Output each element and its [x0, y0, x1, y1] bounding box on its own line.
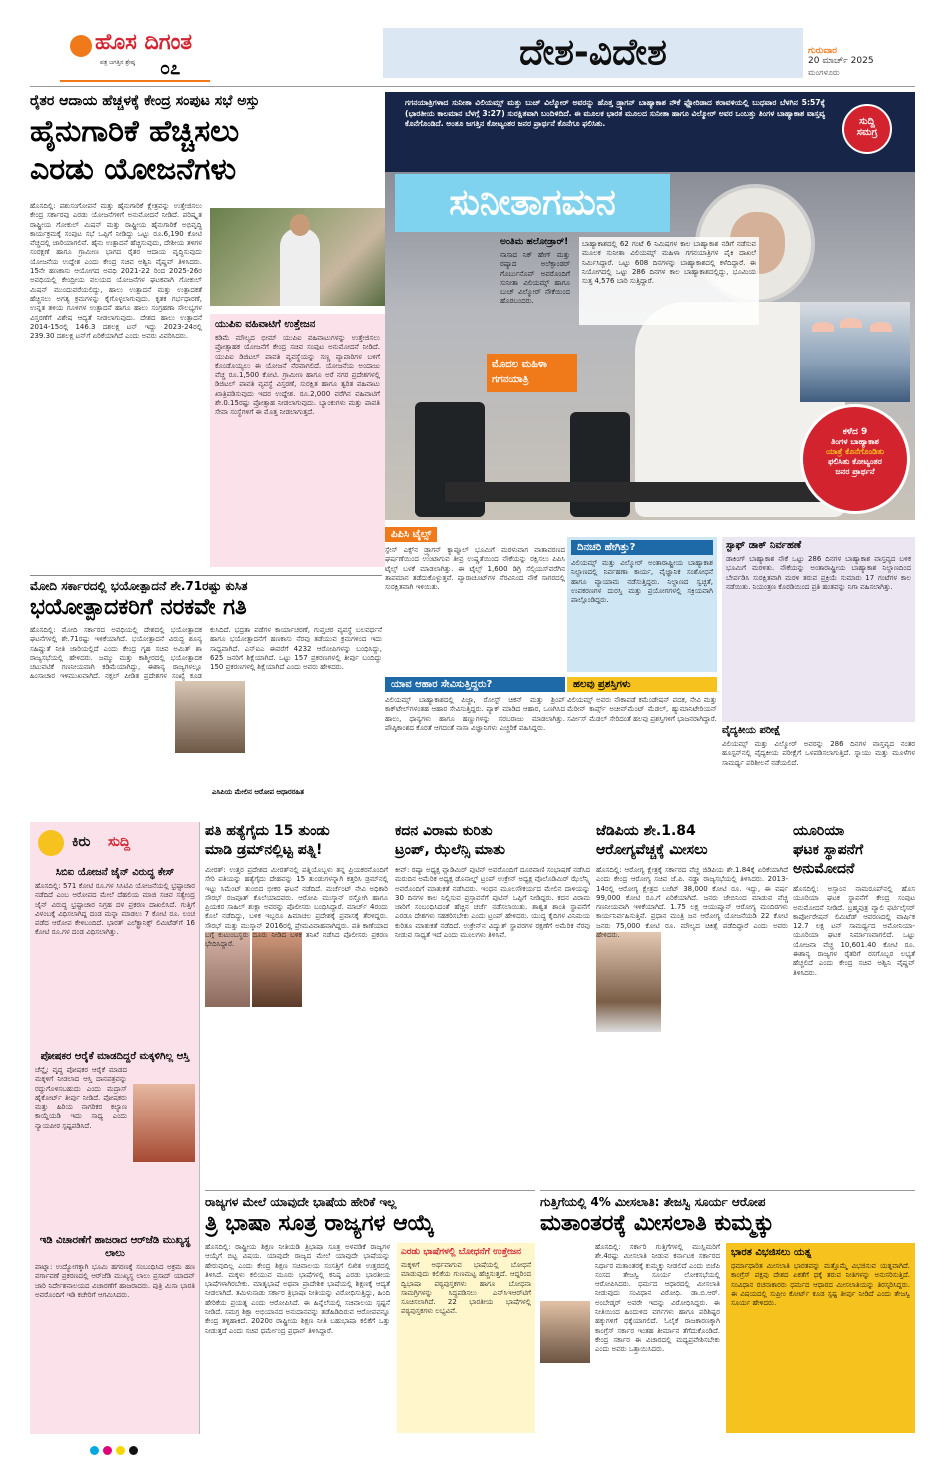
reservation-headline: ಮತಾಂತರಕ್ಕೆ ಮೀಸಲಾತಿ ಕುಮ್ಮಕ್ಕು — [540, 1211, 775, 1236]
health-body: ಹೊಸದಿಲ್ಲಿ: ಆರೋಗ್ಯ ಕ್ಷೇತ್ರಕ್ಕೆ ಸರ್ಕಾರದ ವೆಚ್ಚ ಜಿಡಿಪಿಯ ಶೇ.1.84ಕ್ಕೆ ಏರಿಕೆಯಾಗಿದೆ ಎಂದು ಕೇಂದ್ರ ಆರೋಗ್ಯ ಸಚಿವ ಜೆ.ಪಿ. ನಡ್ಡಾ ರಾಜ್ಯಸಭೆಯಲ್ಲಿ ತಿಳಿಸಿದರು. 2013-14ರಲ್ಲಿ ಆರೋಗ್ಯ ಕ್ಷೇತ್ರದ ಬಜೆಟ್ 38,000 ಕೋಟಿ ರೂ. ಇದ್ದು, ಈ ವರ್ಷ 99,000 ಕೋಟಿ ರೂ.ಗೆ ಏರಿಕೆಯಾಗಿದೆ. ಜನರು ಜೇಬಿನಿಂದ ಮಾಡುವ ವೆಚ್ಚ ಗಣನೀಯವಾಗಿ ಇಳಿಕೆಯಾಗಿದೆ. 1.75 ಲಕ್ಷ ಆಯುಷ್ಮಾನ್ ಆರೋಗ್ಯ ಮಂದಿರಗಳು ಕಾರ್ಯನಿರ್ವಹಿಸುತ್ತಿವೆ. ಪ್ರಧಾನ ಮಂತ್ರಿ ಜನ ಆರೋಗ್ಯ ಯೋಜನೆಯಡಿ 22 ಕೋಟಿ ಜನರು 75,000 ಕೋಟಿ ರೂ. ಮೌಲ್ಯದ ಚಿಕಿತ್ಸೆ ಪಡೆದಿದ್ದಾರೆ ಎಂದು ಅವರು ಹೇಳಿದರು. — [596, 866, 788, 940]
divide-body: ಧರ್ಮಾಧಾರಿತ ಮೀಸಲಾತಿ ಭಾರತವನ್ನು ಮತ್ತೊಮ್ಮೆ ವಿಭಜಿಸುವ ಯತ್ನವಾಗಿದೆ. ಕಾಂಗ್ರೆಸ್ ಪಕ್ಷವು ದೇಶದ ಏಕತೆಗೆ ಧಕ್ಕೆ ತರುವ ನೀತಿಗಳನ್ನು ಅನುಸರಿಸುತ್ತಿದೆ. ಸಂವಿಧಾನ ರಚನಾಕಾರರು ಧರ್ಮದ ಆಧಾರದ ಮೀಸಲಾತಿಯನ್ನು ತಿರಸ್ಕರಿಸಿದ್ದರು. ಈ ವಿಷಯದಲ್ಲಿ ಸುಪ್ರೀಂ ಕೋರ್ಟ್ ಕೂಡ ಸ್ಪಷ್ಟ ತೀರ್ಪು ನೀಡಿದೆ ಎಂದು ತೇಜಸ್ವಿ ಸೂರ್ಯ ಹೇಳಿದರು. — [731, 1262, 910, 1308]
logo-underline — [60, 80, 210, 82]
terror-headline: ಭಯೋತ್ಪಾದಕರಿಗೆ ನರಕವೇ ಗತಿ — [30, 595, 247, 620]
sudi-badge — [842, 104, 892, 154]
tejasvi-photo — [540, 1301, 590, 1363]
cbi-body: ಹೊಸದಿಲ್ಲಿ: 571 ಕೋಟಿ ರೂ.ಗಳ ಸಿಸಿಟಿವಿ ಯೋಜನೆಯಲ್ಲಿ ಭ್ರಷ್ಟಾಚಾರ ನಡೆದಿದೆ ಎಂಬ ಆರೋಪದ ಮೇಲೆ ದೆಹಲಿಯ ಮಾಜಿ ಸಚಿವ ಸತ್ಯೇಂದ್ರ ಜೈನ್ ವಿರುದ್ಧ ಭ್ರಷ್ಟಾಚಾರ ನಿಗ್ರಹ ದಳ ಪ್ರಕರಣ ದಾಖಲಿಸಿದೆ. ಗುತ್ತಿಗೆ ವಿಳಂಬಕ್ಕೆ ವಿಧಿಸಲಾಗಿದ್ದ ದಂಡ ಮನ್ನಾ ಮಾಡಲು 7 ಕೋಟಿ ರೂ. ಲಂಚ ಪಡೆದ ಆರೋಪ ಕೇಳಿಬಂದಿದೆ. ಭಾರತ್ ಎಲೆಕ್ಟ್ರಾನಿಕ್ಸ್ ಲಿಮಿಟೆಡ್‌ಗೆ 16 ಕೋಟಿ ರೂ.ಗಳ ದಂಡ ವಿಧಿಸಲಾಗಿತ್ತು. — [35, 882, 195, 937]
routine-title: ದಿನಚರಿ ಹೇಗಿತ್ತು? — [571, 540, 713, 555]
food-box — [385, 677, 565, 817]
cbi-item — [35, 866, 195, 1012]
medical-body: ವಿಲಿಯಮ್ಸ್ ಮತ್ತು ವಿಲ್ಮೋರ್ ಅವರನ್ನು 286 ದಿನಗಳ ವಾಸ್ತವ್ಯದ ನಂತರ ಹೂಸ್ಟನ್‌ನಲ್ಲಿ ವೈದ್ಯಕೀಯ ಪರೀಕ್ಷೆಗೆ ಒಳಪಡಿಸಲಾಗುತ್ತಿದೆ. ಸ್ನಾಯು ಮತ್ತು ಮೂಳೆಗಳ ಸಾಮರ್ಥ್ಯ ಪರಿಶೀಲನೆ ನಡೆಯಲಿದೆ. — [722, 740, 915, 767]
divide-title: ಭಾರತ ವಿಭಜಿಸಲು ಯತ್ನ — [731, 1247, 812, 1258]
minister-figure — [280, 228, 320, 306]
nine-month-l4: ಫಲಿಸಿತು ಕೋಟ್ಯಂತರ — [828, 457, 882, 466]
language-story — [205, 1190, 535, 1435]
court-photo — [133, 1084, 195, 1162]
suddi-label: ಸುದ್ದಿ — [108, 834, 131, 850]
urea-story — [793, 822, 915, 1187]
ppc-tiles-title: ಪಿಪಿಸಿ ಟೈಲ್ಸ್ — [385, 527, 437, 542]
logo-block — [30, 30, 195, 82]
ed-body: ಪಾಟ್ನಾ: ಉದ್ಯೋಗಕ್ಕಾಗಿ ಭೂಮಿ ಹಗರಣಕ್ಕೆ ಸಂಬಂಧಿಸಿದ ಅಕ್ರಮ ಹಣ ವರ್ಗಾವಣೆ ಪ್ರಕರಣದಲ್ಲಿ ಆರ್‌ಜೆಡಿ ಮುಖ್ಯಸ್ಥ ಲಾಲು ಪ್ರಸಾದ್ ಯಾದವ್ ಜಾರಿ ನಿರ್ದೇಶನಾಲಯದ ವಿಚಾರಣೆಗೆ ಹಾಜರಾದರು. ಪುತ್ರಿ ಮಿಸಾ ಭಾರತಿ ಅವರೊಂದಿಗೆ ಇಡಿ ಕಚೇರಿಗೆ ಆಗಮಿಸಿದರು. — [35, 1263, 195, 1299]
meerut-title-1: ಪತಿ ಹತ್ಯೆಗೈದು 15 ತುಂಡು — [205, 823, 330, 839]
kiru-label: ಕಿರು — [72, 834, 91, 850]
undock-body: ಡಾಕಿಂಗ್ ಬಾಹ್ಯಾಕಾಶ ನೌಕೆ ಒಟ್ಟು 286 ದಿನಗಳ ಬಾಹ್ಯಾಕಾಶ ವಾಸ್ತವ್ಯದ ಬಳಿಕ ಭೂಮಿಗೆ ಮರಳಿತು. ನೌಕೆಯನ್ನು ಅಂತಾರಾಷ್ಟ್ರೀಯ ಬಾಹ್ಯಾಕಾಶ ನಿಲ್ದಾಣದಿಂದ ಬೇರ್ಪಡಿಸಿ ಸುರಕ್ಷಿತವಾಗಿ ಮರಳಿ ತರುವ ಪ್ರಕ್ರಿಯೆ ಸುಮಾರು 17 ಗಂಟೆಗಳ ಕಾಲ ನಡೆಯಿತು. ನಿಯಂತ್ರಣ ಕೊಠಡಿಯಿಂದ ಪ್ರತಿ ಹಂತವನ್ನು ನಿಗಾ ವಹಿಸಲಾಗಿತ್ತು. — [726, 555, 911, 591]
upi-box — [210, 314, 385, 567]
parachute-3 — [870, 322, 892, 332]
last-greeting-body: ನಾಸಾದ ನಿಕ್ ಹೇಗ್ ಮತ್ತು ರಷ್ಯಾದ ಅಲೆಕ್ಸಾಂಡರ್ ಗೊರ್ಬುನೊವ್ ಅವರೊಂದಿಗೆ ಸುನೀತಾ ವಿಲಿಯಮ್ಸ್ ಹಾಗೂ ಬುಚ್ ವಿಲ್ಮೋರ್ ನೌಕೆಯಿಂದ ಹೊರಬಂದರು. — [500, 251, 570, 306]
ppc-tiles-box — [385, 522, 565, 677]
lead-headline-2: ಎರಡು ಯೋಜನೆಗಳು — [30, 152, 237, 187]
ceasefire-story — [395, 822, 590, 1187]
lead-photo — [210, 208, 385, 306]
terror-body: ಹೊಸದಿಲ್ಲಿ: ಮೋದಿ ಸರ್ಕಾರದ ಅವಧಿಯಲ್ಲಿ ದೇಶದಲ್ಲಿ ಭಯೋತ್ಪಾದಕ ಘಟನೆಗಳಲ್ಲಿ ಶೇ.71ರಷ್ಟು ಇಳಿಕೆಯಾಗಿದೆ. ಭಯೋತ್ಪಾದನೆ ವಿರುದ್ಧ ಶೂನ್ಯ ಸಹಿಷ್ಣುತೆ ನೀತಿ ಜಾರಿಯಲ್ಲಿದೆ ಎಂದು ಕೇಂದ್ರ ಗೃಹ ಸಚಿವ ಅಮಿತ್ ಶಾ ರಾಜ್ಯಸಭೆಯಲ್ಲಿ ಹೇಳಿದರು. ಜಮ್ಮು ಮತ್ತು ಕಾಶ್ಮೀರದಲ್ಲಿ ಭಯೋತ್ಪಾದಕ ಚಟುವಟಿಕೆ ಗಣನೀಯವಾಗಿ ಕಡಿಮೆಯಾಗಿದ್ದು, ಈಶಾನ್ಯ ರಾಜ್ಯಗಳಲ್ಲೂ ಹಿಂಸಾಚಾರ ಇಳಿಮುಖವಾಗಿದೆ. ನಕ್ಸಲ್ ಪೀಡಿತ ಪ್ರದೇಶಗಳ ಸಂಖ್ಯೆ ಕೂಡ ಕುಸಿದಿದೆ. ಭದ್ರತಾ ಪಡೆಗಳ ಕಾರ್ಯಾಚರಣೆ, ಗುಪ್ತಚರ ವ್ಯವಸ್ಥೆ ಬಲವರ್ಧನೆ ಹಾಗೂ ಭಯೋತ್ಪಾದನೆಗೆ ಹಣಕಾಸು ನೆರವು ತಡೆಯುವ ಕ್ರಮಗಳಿಂದ ಇದು ಸಾಧ್ಯವಾಗಿದೆ. ಎನ್‌ಐಎ ಈವರೆಗೆ 4232 ಆರೋಪಿಗಳನ್ನು ಬಂಧಿಸಿದ್ದು, 625 ಜನರಿಗೆ ಶಿಕ್ಷೆಯಾಗಿದೆ. ಒಟ್ಟು 157 ಪ್ರಕರಣಗಳಲ್ಲಿ ತೀರ್ಪು ಬಂದಿದ್ದು 150 ಪ್ರಕರಣಗಳಲ್ಲಿ ಶಿಕ್ಷೆಯಾಗಿದೆ ಎಂದು ಅವರು ಹೇಳಿದರು. — [30, 626, 382, 681]
urea-title-2: ಘಟಕ ಸ್ಥಾಪನೆಗೆ — [793, 842, 864, 858]
gurney — [445, 482, 845, 502]
parents-item — [35, 1050, 195, 1196]
sunita-main-text: ಬಾಹ್ಯಾಕಾಶದಲ್ಲಿ 62 ಗಂಟೆ 6 ನಿಮಿಷಗಳ ಕಾಲ ಬಾಹ್ಯಾಕಾಶ ನಡಿಗೆ ನಡೆಸುವ ಮೂಲಕ ಸುನೀತಾ ವಿಲಿಯಮ್ಸ್ ಮಹಿಳಾ ಗಗನಯಾತ್ರಿಗಳ ಪೈಕಿ ದಾಖಲೆ ನಿರ್ಮಿಸಿದ್ದಾರೆ. ಒಟ್ಟು 608 ದಿನಗಳನ್ನು ಬಾಹ್ಯಾಕಾಶದಲ್ಲಿ ಕಳೆದಿದ್ದಾರೆ. ಈ ನಿಯೋಗದಲ್ಲಿ ಒಟ್ಟು 286 ದಿನಗಳ ಕಾಲ ಬಾಹ್ಯಾಕಾಶದಲ್ಲಿದ್ದು, ಭೂಮಿಯ ಸುತ್ತ 4,576 ಬಾರಿ ಸುತ್ತಿದ್ದಾರೆ. — [582, 240, 756, 286]
edition-city: ಮಂಗಳೂರು — [808, 68, 840, 77]
last-greeting-box — [500, 237, 570, 351]
upi-box-body: ಕಡಿಮೆ ಮೌಲ್ಯದ ಭೀಮ್ ಯುಪಿಐ ವಹಿವಾಟುಗಳನ್ನು ಉತ್ತೇಜಿಸಲು ಪ್ರೋತ್ಸಾಹಕ ಯೋಜನೆಗೆ ಕೇಂದ್ರ ಸಚಿವ ಸಂಪುಟ ಅನುಮೋದನೆ ನೀಡಿದೆ. ಯುಪಿಐ ಡಿಜಿಟಲ್ ಪಾವತಿ ವ್ಯವಸ್ಥೆಯನ್ನು ಸಣ್ಣ ವ್ಯಾಪಾರಿಗಳ ಬಳಿಗೆ ಕೊಂಡೊಯ್ಯಲು ಈ ಯೋಜನೆ ನೆರವಾಗಲಿದೆ. ಯೋಜನೆಯ ಅಂದಾಜು ವೆಚ್ಚ ರೂ.1,500 ಕೋಟಿ. ಗ್ರಾಮೀಣ ಹಾಗೂ ಅರೆ ನಗರ ಪ್ರದೇಶಗಳಲ್ಲಿ ಡಿಜಿಟಲ್ ಪಾವತಿ ವ್ಯವಸ್ಥೆ ವಿಸ್ತರಣೆ, ಸುರಕ್ಷಿತ ಹಾಗೂ ತ್ವರಿತ ವಹಿವಾಟು ಖಾತ್ರಿಪಡಿಸುವುದು ಇದರ ಉದ್ದೇಶ. ರೂ.2,000 ವರೆಗಿನ ವಹಿವಾಟಿಗೆ ಶೇ.0.15ರಷ್ಟು ಪ್ರೋತ್ಸಾಹ ನೀಡಲಾಗುವುದು. ಬ್ಯಾಂಕುಗಳು ಮತ್ತು ಪಾವತಿ ಸೇವಾ ಸಂಸ್ಥೆಗಳಿಗೆ ಈ ಮೊತ್ತ ನೀಡಲಾಗುತ್ತದೆ. — [215, 334, 380, 417]
meerut-body: ಮೀರತ್: ಉತ್ತರ ಪ್ರದೇಶದ ಮೀರತ್‌ನಲ್ಲಿ ಪತ್ನಿಯೊಬ್ಬಳು ತನ್ನ ಪ್ರಿಯಕರನೊಂದಿಗೆ ಸೇರಿ ಪತಿಯನ್ನು ಹತ್ಯೆಗೈದು ದೇಹವನ್ನು 15 ತುಂಡುಗಳನ್ನಾಗಿ ಕತ್ತರಿಸಿ ಡ್ರಮ್‌ನಲ್ಲಿ ಇಟ್ಟು ಸಿಮೆಂಟ್ ತುಂಬಿದ ಭೀಕರ ಘಟನೆ ನಡೆದಿದೆ. ಮರ್ಚೆಂಟ್ ನೇವಿ ಅಧಿಕಾರಿ ಸೌರಭ್ ರಜಪೂತ್ ಕೊಲೆಯಾದವರು. ಆರೋಪಿ ಮುಸ್ಕಾನ್ ರಸ್ತೋಗಿ ಹಾಗೂ ಪ್ರಿಯಕರ ಸಾಹಿಲ್ ಶುಕ್ಲಾ ಅವರನ್ನು ಪೊಲೀಸರು ಬಂಧಿಸಿದ್ದಾರೆ. ಮಾರ್ಚ್ 4ರಂದು ಕೊಲೆ ನಡೆದಿದ್ದು, ಬಳಿಕ ಇಬ್ಬರೂ ಹಿಮಾಚಲ ಪ್ರದೇಶಕ್ಕೆ ಪ್ರವಾಸಕ್ಕೆ ತೆರಳಿದ್ದರು. ಸೌರಭ್ ಮತ್ತು ಮುಸ್ಕಾನ್ 2016ರಲ್ಲಿ ಪ್ರೇಮವಿವಾಹವಾಗಿದ್ದರು. ಪತಿ ಕಾಣೆಯಾದ ಬಗ್ಗೆ ಕುಟುಂಬಸ್ಥರು ದೂರು ನೀಡಿದ ಬಳಿಕ ತನಿಖೆ ನಡೆಸಿದ ಪೊಲೀಸರು ಪ್ರಕರಣ ಭೇದಿಸಿದ್ದಾರೆ. — [205, 866, 388, 949]
nine-month-badge — [800, 404, 910, 514]
medical-box — [722, 725, 915, 817]
sunita-feature — [385, 92, 915, 520]
nine-month-l3: ಯಾತ್ರೆ ಕೊನೆಗೊಂಡಿತು — [826, 447, 884, 456]
page-number: ೦೭ — [160, 58, 181, 79]
kiru-header — [38, 828, 188, 860]
hand-icon — [38, 830, 64, 856]
date-full: 20 ಮಾರ್ಚ್ 2025 — [808, 56, 874, 66]
section-title: ದೇಶ-ವಿದೇಶ — [519, 32, 667, 73]
masthead-divider — [30, 86, 915, 87]
terror-kicker: ಮೋದಿ ಸರ್ಕಾರದಲ್ಲಿ ಭಯೋತ್ಪಾದನೆ ಶೇ.71ರಷ್ಟು ಕುಸಿತ — [30, 579, 248, 593]
cbi-title: ಸಿಬಿಐ ಯೋಜನೆ ಜೈನ್ ವಿರುದ್ಧ ಕೇಸ್ — [55, 867, 175, 878]
sunita-title: ಸುನೀತಾಗಮನ — [449, 182, 616, 223]
ceasefire-title-2: ಟ್ರಂಪ್, ಝೆಲೆನ್ಸಿ ಮಾತು — [395, 842, 505, 858]
minister-head — [290, 214, 310, 236]
ceasefire-body: ಕೀವ್: ರಷ್ಯಾ ಅಧ್ಯಕ್ಷ ವ್ಲಾಡಿಮಿರ್ ಪುಟಿನ್ ಅವರೊಂದಿಗೆ ದೂರವಾಣಿ ಸಂಭಾಷಣೆ ನಡೆಸಿದ ಮರುದಿನ ಅಮೆರಿಕ ಅಧ್ಯಕ್ಷ ಡೊನಾಲ್ಡ್ ಟ್ರಂಪ್ ಉಕ್ರೇನ್ ಅಧ್ಯಕ್ಷ ವೊಲೊಡಿಮಿರ್ ಝೆಲೆನ್ಸ್ಕಿ ಅವರೊಂದಿಗೆ ಮಾತುಕತೆ ನಡೆಸಿದರು. ಇಂಧನ ಮೂಲಸೌಕರ್ಯದ ಮೇಲಿನ ದಾಳಿಯನ್ನು 30 ದಿನಗಳ ಕಾಲ ನಿಲ್ಲಿಸುವ ಪ್ರಸ್ತಾವನೆಗೆ ಪುಟಿನ್ ಒಪ್ಪಿಗೆ ನೀಡಿದ್ದರು. ಕದನ ವಿರಾಮ ಜಾರಿಗೆ ಸಂಬಂಧಿಸಿದಂತೆ ಹೆಚ್ಚಿನ ಚರ್ಚೆ ನಡೆಸಲಾಯಿತು. ಶಾಶ್ವತ ಶಾಂತಿ ಸ್ಥಾಪನೆಗೆ ಎರಡೂ ದೇಶಗಳು ಸಹಕರಿಸಬೇಕು ಎಂದು ಟ್ರಂಪ್ ಹೇಳಿದರು. ಯುದ್ಧ ಕೈದಿಗಳ ವಿನಿಮಯ ಕುರಿತೂ ಮಾತುಕತೆ ನಡೆದಿದೆ. ಉಕ್ರೇನ್‌ನ ವಿದ್ಯುತ್ ಸ್ಥಾವರಗಳ ರಕ್ಷಣೆಗೆ ಅಮೆರಿಕ ನೆರವು ನೀಡುವ ಸಾಧ್ಯತೆ ಇದೆ ಎಂದು ಮೂಲಗಳು ತಿಳಿಸಿವೆ. — [395, 866, 590, 940]
reg-dot-black — [129, 1446, 138, 1455]
newspaper-logo: ಹೊಸ ದಿಗಂತ — [95, 30, 193, 55]
kiru-suddi-column — [30, 822, 200, 1434]
nine-month-l5: ಜನರ ಪ್ರಾರ್ಥನೆ — [835, 467, 875, 476]
undock-box — [722, 537, 915, 722]
sudi-badge-line2: ಸಮಗ್ರ — [856, 127, 878, 138]
awards-title: ಹಲವು ಪ್ರಶಸ್ತಿಗಳು — [567, 677, 717, 692]
lead-story — [30, 92, 385, 570]
ppc-tiles-body: ಸ್ಪೇಸ್ ಎಕ್ಸ್‌ನ ಡ್ರ್ಯಾಗನ್ ಕ್ಯಾಪ್ಸೂಲ್ ಭೂಮಿಗೆ ಮರಳುವಾಗ ವಾತಾವರಣದ ಘರ್ಷಣೆಯಿಂದ ಉಂಟಾಗುವ ತೀವ್ರ ಉಷ್ಣತೆಯಿಂದ ನೌಕೆಯನ್ನು ರಕ್ಷಿಸಲು ಪಿಪಿಸಿ ಟೈಲ್ಸ್ ಬಳಕೆ ಮಾಡಲಾಗಿತ್ತು. ಈ ಟೈಲ್ಸ್ 1,600 ಡಿಗ್ರಿ ಸೆಲ್ಸಿಯಸ್‌ವರೆಗಿನ ತಾಪಮಾನ ತಡೆದುಕೊಳ್ಳುತ್ತವೆ. ಪ್ಯಾರಾಚೂಟ್‌ಗಳ ನೆರವಿನಿಂದ ನೌಕೆ ಸಾಗರದಲ್ಲಿ ಸುರಕ್ಷಿತವಾಗಿ ಇಳಿಯಿತು. — [385, 546, 565, 592]
reservation-body: ಹೊಸದಿಲ್ಲಿ: ಸರ್ಕಾರಿ ಗುತ್ತಿಗೆಗಳಲ್ಲಿ ಮುಸ್ಲಿಮರಿಗೆ ಶೇ.4ರಷ್ಟು ಮೀಸಲಾತಿ ನೀಡುವ ಕರ್ನಾಟಕ ಸರ್ಕಾರದ ನಿರ್ಧಾರ ಮತಾಂತರಕ್ಕೆ ಕುಮ್ಮಕ್ಕು ನೀಡಲಿದೆ ಎಂದು ಬಿಜೆಪಿ ಸಂಸದ ತೇಜಸ್ವಿ ಸೂರ್ಯ ಲೋಕಸಭೆಯಲ್ಲಿ ಆರೋಪಿಸಿದರು. ಧರ್ಮದ ಆಧಾರದಲ್ಲಿ ಮೀಸಲಾತಿ ನೀಡುವುದು ಸಂವಿಧಾನ ವಿರೋಧಿ. ಡಾ.ಬಿ.ಆರ್. ಅಂಬೇಡ್ಕರ್ ಅವರೇ ಇದನ್ನು ವಿರೋಧಿಸಿದ್ದರು. ಈ ನೀತಿಯಿಂದ ಹಿಂದುಳಿದ ವರ್ಗಗಳು ಹಾಗೂ ಪರಿಶಿಷ್ಟರ ಹಕ್ಕುಗಳಿಗೆ ಧಕ್ಕೆಯಾಗಲಿದೆ. ಓಲೈಕೆ ರಾಜಕಾರಣಕ್ಕಾಗಿ ಕಾಂಗ್ರೆಸ್ ಸರ್ಕಾರ ಇಂತಹ ತೀರ್ಮಾನ ತೆಗೆದುಕೊಂಡಿದೆ. ಕೇಂದ್ರ ಸರ್ಕಾರ ಈ ವಿಚಾರದಲ್ಲಿ ಮಧ್ಯಪ್ರವೇಶಿಸಬೇಕು ಎಂದು ಅವರು ಒತ್ತಾಯಿಸಿದರು. — [595, 1243, 720, 1354]
parachute-2 — [840, 318, 862, 328]
newspaper-tagline: ಪತ್ರ ಜಗತ್ತಿನ ಶ್ರೇಷ್ಠ — [100, 59, 135, 66]
date-day: ಗುರುವಾರ — [808, 46, 838, 56]
lead-headline-1: ಹೈನುಗಾರಿಕೆ ಹೆಚ್ಚಿಸಲು — [30, 114, 240, 149]
nine-month-l1: ಕಳೆದ 9 — [842, 427, 868, 437]
ed-title: ಇಡಿ ವಿಚಾರಣೆಗೆ ಹಾಜರಾದ ಆರ್‌ಜೆಡಿ ಮುಖ್ಯಸ್ಥ ಲಾಲು — [39, 1235, 191, 1259]
language-kicker: ರಾಜ್ಯಗಳ ಮೇಲೆ ಯಾವುದೇ ಭಾಷೆಯ ಹೇರಿಕೆ ಇಲ್ಲ — [205, 1195, 397, 1209]
language-body: ಹೊಸದಿಲ್ಲಿ: ರಾಷ್ಟ್ರೀಯ ಶಿಕ್ಷಣ ನೀತಿಯಡಿ ತ್ರಿಭಾಷಾ ಸೂತ್ರ ಅಳವಡಿಕೆ ರಾಜ್ಯಗಳ ಆಯ್ಕೆಗೆ ಬಿಟ್ಟ ವಿಷಯ. ಯಾವುದೇ ರಾಜ್ಯದ ಮೇಲೆ ಯಾವುದೇ ಭಾಷೆಯನ್ನು ಹೇರುವುದಿಲ್ಲ ಎಂದು ಕೇಂದ್ರ ಶಿಕ್ಷಣ ಸಚಿವಾಲಯ ಸಂಸತ್ತಿಗೆ ಲಿಖಿತ ಉತ್ತರದಲ್ಲಿ ತಿಳಿಸಿದೆ. ಮಕ್ಕಳು ಕಲಿಯುವ ಮೂರು ಭಾಷೆಗಳಲ್ಲಿ ಕನಿಷ್ಠ ಎರಡು ಭಾರತೀಯ ಭಾಷೆಗಳಾಗಿರಬೇಕು. ಮಾತೃಭಾಷೆ ಅಥವಾ ಪ್ರಾದೇಶಿಕ ಭಾಷೆಯಲ್ಲಿ ಶಿಕ್ಷಣಕ್ಕೆ ಆದ್ಯತೆ ನೀಡಲಾಗಿದೆ. ತಮಿಳುನಾಡು ಸರ್ಕಾರ ತ್ರಿಭಾಷಾ ನೀತಿಯನ್ನು ವಿರೋಧಿಸುತ್ತಿದ್ದು, ಹಿಂದಿ ಹೇರಿಕೆಯ ಪ್ರಯತ್ನ ಎಂದು ಆರೋಪಿಸಿದೆ. ಈ ಹಿನ್ನೆಲೆಯಲ್ಲಿ ಸಚಿವಾಲಯ ಸ್ಪಷ್ಟನೆ ನೀಡಿದೆ. ಸಮಗ್ರ ಶಿಕ್ಷಾ ಅಭಿಯಾನದ ಅನುದಾನವನ್ನು ತಡೆಹಿಡಿದಿರುವ ಆರೋಪವನ್ನೂ ಕೇಂದ್ರ ತಳ್ಳಿಹಾಕಿದೆ. 2020ರ ರಾಷ್ಟ್ರೀಯ ಶಿಕ್ಷಣ ನೀತಿ ಬಹುಭಾಷಾ ಕಲಿಕೆಗೆ ಒತ್ತು ನೀಡುತ್ತದೆ ಎಂದು ಸಚಿವ ಧರ್ಮೇಂದ್ರ ಪ್ರಧಾನ್ ತಿಳಿಸಿದ್ದಾರೆ. — [205, 1243, 390, 1335]
routine-box — [567, 537, 717, 672]
parents-title: ಪೋಷಕರ ಆರೈಕೆ ಮಾಡದಿದ್ದರೆ ಮಕ್ಕಳಿಗಿಲ್ಲ ಆಸ್ತಿ — [40, 1051, 190, 1062]
splashdown-inset-photo — [800, 302, 910, 402]
sunita-main-text-box — [579, 237, 759, 325]
bilingual-box — [397, 1243, 535, 1433]
masthead — [0, 0, 945, 88]
health-story — [596, 822, 788, 1187]
lead-body-col1: ಹೊಸದಿಲ್ಲಿ: ಪಶುಸಂಗೋಪನೆ ಮತ್ತು ಹೈನುಗಾರಿಕೆ ಕ್ಷೇತ್ರವನ್ನು ಉತ್ತೇಜಿಸಲು ಕೇಂದ್ರ ಸರ್ಕಾರವು ಎರಡು ಯೋಜನೆಗಳಿಗೆ ಅನುಮೋದನೆ ನೀಡಿದೆ. ಪರಿಷ್ಕೃತ ರಾಷ್ಟ್ರೀಯ ಗೋಕುಲ್ ಮಿಷನ್ ಮತ್ತು ರಾಷ್ಟ್ರೀಯ ಹೈನುಗಾರಿಕೆ ಅಭಿವೃದ್ಧಿ ಕಾರ್ಯಕ್ರಮಕ್ಕೆ ಸಂಪುಟ ಸಭೆ ಒಪ್ಪಿಗೆ ನೀಡಿದ್ದು ಒಟ್ಟು ರೂ.6,190 ಕೋಟಿ ವೆಚ್ಚದಲ್ಲಿ ಜಾರಿಯಾಗಲಿವೆ. ಹೈನು ಉತ್ಪಾದನೆ ಹೆಚ್ಚಿಸುವುದು, ದೇಶೀಯ ತಳಿಗಳ ಸಂರಕ್ಷಣೆ ಹಾಗೂ ಗ್ರಾಮೀಣ ಭಾಗದ ರೈತರ ಆದಾಯ ವೃದ್ಧಿಸುವುದು ಯೋಜನೆಯ ಉದ್ದೇಶ ಎಂದು ಕೇಂದ್ರ ಸಚಿವ ಅಶ್ವಿನಿ ವೈಷ್ಣವ್ ತಿಳಿಸಿದರು. 15ನೇ ಹಣಕಾಸು ಆಯೋಗದ ಅವಧಿ 2021-22 ರಿಂದ 2025-26ರ ಅವಧಿಯಲ್ಲಿ ಕೇಂದ್ರೀಯ ವಲಯದ ಯೋಜನೆಗಳ ಘಟಕವಾಗಿ ಗೋಕುಲ್ ಮಿಷನ್ ಮುಂದುವರೆಯಲಿದ್ದು, ಹಾಲು ಉತ್ಪಾದನೆ ಮತ್ತು ಉತ್ಪಾದಕತೆ ಹೆಚ್ಚಿಸಲು ಅಗತ್ಯ ಕ್ರಮಗಳನ್ನು ಕೈಗೊಳ್ಳಲಾಗುವುದು. ಕೃತಕ ಗರ್ಭಧಾರಣೆ, ಉನ್ನತ ತಳಿಯ ಗೂಳಿಗಳ ಉತ್ಪಾದನೆ ಹಾಗೂ ಹಾಲು ಸಂಗ್ರಹಣಾ ಸೌಲಭ್ಯಗಳ ವಿಸ್ತರಣೆಗೆ ವಿಶೇಷ ಆದ್ಯತೆ ನೀಡಲಾಗುವುದು. ದೇಶದ ಹಾಲು ಉತ್ಪಾದನೆ 2014-15ರಲ್ಲಿ 146.3 ದಶಲಕ್ಷ ಟನ್ ಇದ್ದು 2023-24ರಲ್ಲಿ 239.30 ದಶಲಕ್ಷ ಟನ್‌ಗೆ ಏರಿಕೆಯಾಗಿದೆ ಎಂದು ಅವರು ವಿವರಿಸಿದರು. — [30, 202, 202, 341]
urea-title-3: ಅನುಮೋದನೆ — [793, 861, 855, 877]
bilingual-body: ಮಕ್ಕಳಿಗೆ ಅರ್ಥವಾಗುವ ಭಾಷೆಯಲ್ಲಿ ಬೋಧನೆ ಮಾಡುವುದು ಕಲಿಕೆಯ ಗುಣಮಟ್ಟ ಹೆಚ್ಚಿಸುತ್ತದೆ. ಆದ್ದರಿಂದ ದ್ವಿಭಾಷಾ ಪಠ್ಯಪುಸ್ತಕಗಳು ಹಾಗೂ ಬೋಧನಾ ಸಾಮಗ್ರಿಗಳನ್ನು ಸಿದ್ಧಪಡಿಸಲು ಎನ್‌ಸಿಇಆರ್‌ಟಿಗೆ ಸೂಚಿಸಲಾಗಿದೆ. 22 ಭಾರತೀಯ ಭಾಷೆಗಳಲ್ಲಿ ಪಠ್ಯಪುಸ್ತಕಗಳು ಲಭ್ಯವಿವೆ. — [401, 1261, 531, 1316]
awards-body: ವಿಲಿಯಮ್ಸ್ ಅವರು ನೌಕಾಪಡೆ ಕಮೆಂಡೇಷನ್ ಪದಕ, ನೇವಿ ಮತ್ತು ಮೆರೀನ್ ಕಾರ್ಪ್ಸ್ ಅಚೀವ್‌ಮೆಂಟ್ ಮೆಡಲ್, ಹ್ಯುಮಾನಿಟೇರಿಯನ್ ಸರ್ವೀಸ್ ಮೆಡಲ್ ಸೇರಿದಂತೆ ಹಲವು ಪ್ರಶಸ್ತಿಗಳಿಗೆ ಭಾಜನರಾಗಿದ್ದಾರೆ. — [567, 696, 717, 723]
terror-story — [30, 575, 382, 817]
divide-box — [726, 1243, 915, 1433]
sunita-title-banner — [395, 174, 670, 232]
section-bar — [383, 28, 803, 78]
food-title: ಯಾವ ಆಹಾರ ಸೇವಿಸುತ್ತಿದ್ದರು? — [385, 677, 565, 692]
sunita-intro-text: ಗಗನಯಾತ್ರಿಗಳಾದ ಸುನೀತಾ ವಿಲಿಯಮ್ಸ್ ಮತ್ತು ಬುಚ್ ವಿಲ್ಮೋರ್ ಅವರನ್ನು ಹೊತ್ತ ಡ್ರ್ಯಾಗನ್ ಬಾಹ್ಯಾಕಾಶ ನೌಕೆ ಫ್ಲೋರಿಡಾದ ಕರಾವಳಿಯಲ್ಲಿ ಬುಧವಾರ ಬೆಳಗಿನ 5:57ಕ್ಕೆ (ಭಾರತೀಯ ಕಾಲಮಾನ ಬೆಳಗ್ಗೆ 3:27) ಸುರಕ್ಷಿತವಾಗಿ ಬಂದಿಳಿದಿದೆ. ಈ ಮೂಲಕ ಭಾರತ ಮೂಲದ ಸುನೀತಾ ಹಾಗೂ ವಿಲ್ಮೋರ್ ಅವರ ಒಂಬತ್ತು ತಿಂಗಳ ಬಾಹ್ಯಾಕಾಶ ವಾಸ್ತವ್ಯ ಕೊನೆಗೊಂಡಿದೆ. ಅಂತೂ ಜಗತ್ತಿನ ಕೋಟ್ಯಂತರ ಜನರ ಪ್ರಾರ್ಥನೆ ಕೊನೆಗೂ ಫಲಿಸಿತು. — [405, 98, 825, 128]
language-headline: ತ್ರಿ ಭಾಷಾ ಸೂತ್ರ ರಾಜ್ಯಗಳ ಆಯ್ಕೆ — [205, 1211, 435, 1236]
lead-kicker: ರೈತರ ಆದಾಯ ಹೆಚ್ಚಳಕ್ಕೆ ಕೇಂದ್ರ ಸಂಪುಟ ಸಭೆ ಅಸ್ತು — [30, 93, 260, 109]
health-title-1: ಜೆಡಿಪಿಯ ಶೇ.1.84 — [596, 823, 696, 839]
reg-dot-cyan — [90, 1446, 99, 1455]
terror-caption: ಎಸಿಪಿಯ ಮೇಲಿನ ಆರೋಪ ಆಧಾರರಹಿತ — [212, 788, 304, 796]
bilingual-title: ಎರಡು ಭಾಷೆಗಳಲ್ಲಿ ಬೋಧನೆಗೆ ಉತ್ತೇಜನ — [401, 1247, 522, 1257]
medical-title: ವೈದ್ಯಕೀಯ ಪರೀಕ್ಷೆ — [722, 725, 781, 736]
food-body: ವಿಲಿಯಮ್ಸ್ ಬಾಹ್ಯಾಕಾಶದಲ್ಲಿ ಪಿಜ್ಜಾ, ರೋಸ್ಟ್ ಚಿಕನ್ ಮತ್ತು ಶ್ರಿಂಪ್ ಕಾಕ್‌ಟೇಲ್‌ಗಳಂತಹ ಆಹಾರ ಸೇವಿಸುತ್ತಿದ್ದರು. ಪ್ಯಾಕ್ ಮಾಡಿದ ಆಹಾರ, ಒಣಗಿಸಿದ ಹಾಲು, ಧಾನ್ಯಗಳು ಹಾಗೂ ಹಣ್ಣುಗಳನ್ನು ಸರಬರಾಜು ಮಾಡಲಾಗಿತ್ತು. ಪೌಷ್ಠಿಕಾಂಶದ ಕೊರತೆ ಆಗದಂತೆ ನಾಸಾ ವಿಜ್ಞಾನಿಗಳು ಎಚ್ಚರಿಕೆ ವಹಿಸಿದ್ದರು. — [385, 696, 565, 732]
awards-box — [567, 677, 717, 817]
nine-month-l2: ತಿಂಗಳ ಬಾಹ್ಯಾಕಾಶ — [831, 437, 879, 446]
reservation-story — [540, 1190, 915, 1435]
last-greeting-title: ಅಂತಿಮ ಹಲೋಡ್ರಾರ್! — [500, 237, 569, 247]
health-title-2: ಆರೋಗ್ಯವೆಚ್ಚಕ್ಕೆ ಮೀಸಲು — [596, 842, 708, 858]
parachute-1 — [812, 322, 834, 332]
first-woman-text: ಮೊದಲ ಮಹಿಳಾ ಗಗನಯಾತ್ರಿ — [492, 359, 547, 385]
upi-box-title: ಯುಪಿಐ ವಹಿವಾಟಿಗೆ ಉತ್ತೇಜನ — [215, 319, 316, 330]
reg-dot-magenta — [103, 1446, 112, 1455]
parents-body: ಚೆನ್ನೈ: ವೃದ್ಧ ಪೋಷಕರ ಆರೈಕೆ ಮಾಡದ ಮಕ್ಕಳಿಗೆ ನೀಡಲಾದ ಆಸ್ತಿ ದಾನಪತ್ರವನ್ನು ರದ್ದುಗೊಳಿಸಬಹುದು ಎಂದು ಮದ್ರಾಸ್ ಹೈಕೋರ್ಟ್ ತೀರ್ಪು ನೀಡಿದೆ. ಪೋಷಕರು ಮತ್ತು ಹಿರಿಯ ನಾಗರಿಕರ ಕಲ್ಯಾಣ ಕಾಯ್ದೆಯಡಿ ಇದು ಸಾಧ್ಯ ಎಂದು ನ್ಯಾಯಪೀಠ ಸ್ಪಷ್ಟಪಡಿಸಿದೆ. — [35, 1066, 127, 1130]
registration-marks — [90, 1440, 890, 1454]
logo-icon — [70, 35, 92, 57]
date-block — [808, 46, 918, 78]
undock-title: ಸ್ಟಾಫ್ ಡಾಕ್ ನಿರ್ವಹಣೆ — [726, 540, 802, 551]
ceasefire-title-1: ಕದನ ವಿರಾಮ ಕುರಿತು — [395, 823, 493, 839]
ed-item — [35, 1234, 195, 1413]
meerut-story — [205, 822, 388, 1187]
reservation-kicker: ಗುತ್ತಿಗೆಯಲ್ಲಿ 4% ಮೀಸಲಾತಿ: ತೇಜಸ್ವಿ ಸೂರ್ಯ ಆರೋಪ — [540, 1195, 766, 1209]
sudi-badge-line1: ಸುದ್ದಿ — [859, 116, 875, 127]
routine-body: ವಿಲಿಯಮ್ಸ್ ಮತ್ತು ವಿಲ್ಮೋರ್ ಅಂತಾರಾಷ್ಟ್ರೀಯ ಬಾಹ್ಯಾಕಾಶ ನಿಲ್ದಾಣದಲ್ಲಿ ನಿರ್ವಹಣಾ ಕಾರ್ಯ, ವೈಜ್ಞಾನಿಕ ಸಂಶೋಧನೆ ಹಾಗೂ ವ್ಯಾಯಾಮ ನಡೆಸುತ್ತಿದ್ದರು. ನಿಲ್ದಾಣದ ಸ್ವಚ್ಛತೆ, ಉಪಕರಣಗಳ ದುರಸ್ತಿ ಮತ್ತು ಪ್ರಯೋಗಗಳಲ್ಲಿ ಸಕ್ರಿಯವಾಗಿ ಪಾಲ್ಗೊಂಡಿದ್ದರು. — [571, 559, 713, 605]
reg-dot-yellow — [116, 1446, 125, 1455]
meerut-title-2: ಮಾಡಿ ಡ್ರಮ್‌ನಲ್ಲಿಟ್ಟ ಪತ್ನಿ! — [205, 842, 323, 858]
urea-body: ಹೊಸದಿಲ್ಲಿ: ಅಸ್ಸಾಂನ ನಾಮರೂಪ್‌ನಲ್ಲಿ ಹೊಸ ಯೂರಿಯಾ ಘಟಕ ಸ್ಥಾಪನೆಗೆ ಕೇಂದ್ರ ಸಂಪುಟ ಅನುಮೋದನೆ ನೀಡಿದೆ. ಬ್ರಹ್ಮಪುತ್ರ ವ್ಯಾಲಿ ಫರ್ಟಿಲೈಸರ್ ಕಾರ್ಪೋರೇಷನ್ ಲಿಮಿಟೆಡ್ ಆವರಣದಲ್ಲಿ ವಾರ್ಷಿಕ 12.7 ಲಕ್ಷ ಟನ್ ಸಾಮರ್ಥ್ಯದ ಅಮೋನಿಯಾ-ಯೂರಿಯಾ ಘಟಕ ನಿರ್ಮಾಣವಾಗಲಿದೆ. ಒಟ್ಟು ಯೋಜನಾ ವೆಚ್ಚ 10,601.40 ಕೋಟಿ ರೂ. ಈಶಾನ್ಯ ರಾಜ್ಯಗಳ ರೈತರಿಗೆ ರಸಗೊಬ್ಬರ ಲಭ್ಯತೆ ಹೆಚ್ಚಲಿದೆ ಎಂದು ಕೇಂದ್ರ ಸಚಿವ ಅಶ್ವಿನಿ ವೈಷ್ಣವ್ ತಿಳಿಸಿದರು. — [793, 885, 915, 977]
urea-title-1: ಯೂರಿಯಾ — [793, 823, 845, 839]
first-woman-label — [487, 354, 577, 392]
